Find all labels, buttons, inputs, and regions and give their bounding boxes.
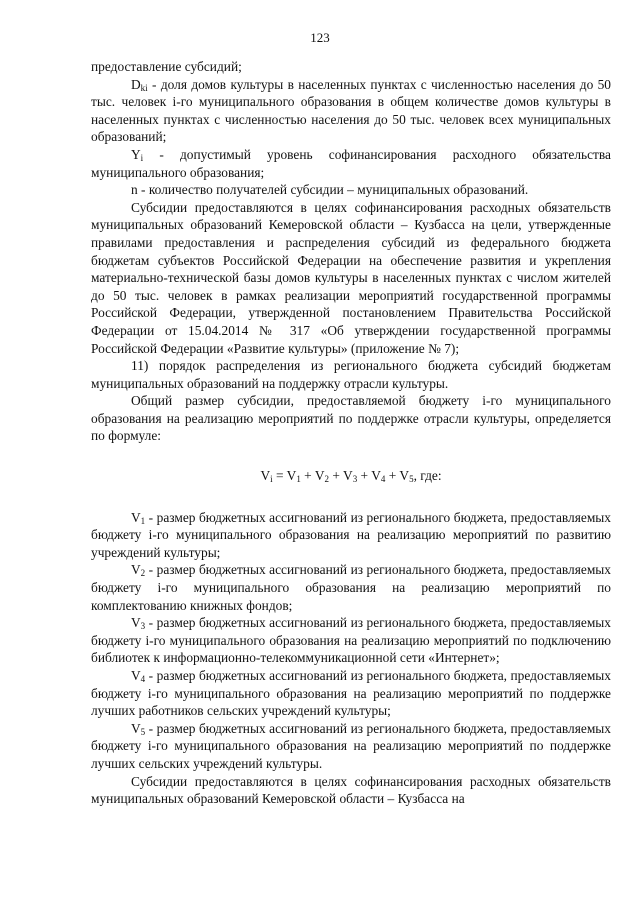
definition-v5 <box>91 720 611 773</box>
definition-v3 <box>91 614 611 667</box>
paragraph-continuation: предоставление субсидий; <box>91 59 242 74</box>
definition-v4 <box>91 667 611 720</box>
symbol-d: D <box>131 76 141 92</box>
definition-text: - доля домов культуры в населенных пунктах с численностью населения до 50 тыс. человек i-го муниципального образования в общем количестве домов культуры в населенных пунктах с численностью населения до 50 тыс. человек всех муниципальных образований; <box>91 76 611 145</box>
symbol-v: V <box>131 615 141 631</box>
formula-sub: 1 <box>296 474 301 485</box>
definition-v1 <box>91 509 611 562</box>
formula-sub: 3 <box>352 474 358 485</box>
formula-sub: 2 <box>324 474 329 485</box>
paragraph-subsidies-continued: Субсидии предоставляются в целях софинансирования расходных обязательств муниципальных образований Кемеровской области – Кузбасса на <box>91 773 611 807</box>
definition-dki <box>91 76 611 146</box>
page-number: 123 <box>310 30 330 45</box>
definition-v2 <box>91 561 611 614</box>
formula-sub: 4 <box>380 474 386 485</box>
subscript: 5 <box>140 726 146 737</box>
formula-term: + V <box>329 468 353 484</box>
document-body <box>91 58 611 808</box>
paragraph-subsidies: Субсидии предоставляются в целях софинансирования расходных обязательств муниципальных образований Кемеровской области – Кузбасса на цели, утвержденные правилами предоставления и распределения субсидий из федерального бюджета бюджетам субъектов Российской Федерации на обеспечение развития и укрепления материально-технической базы домов культуры в населенных пунктах с числом жителей до 50 тыс. человек в рамках реализации мероприятий государственной программы Российской Федерации, утвержденной постановлением Правительства Российской Федерации от 15.04.2014 № 317 «Об утверждении государственной программы Российской Федерации «Развитие культуры» (приложение № 7); <box>91 199 611 356</box>
subscript-ki: ki <box>140 82 148 93</box>
subscript: 3 <box>140 621 146 632</box>
definition-text: - допустимый уровень софинансирования расходного обязательства муниципального образования; <box>91 146 611 180</box>
symbol-v: V <box>131 668 141 683</box>
subscript-i: i <box>140 152 144 163</box>
paragraph-item-11: 11) порядок распределения из регионального бюджета субсидий бюджетам муниципальных образований на поддержку отрасли культуры. <box>91 358 611 391</box>
symbol-v: V <box>131 509 141 525</box>
formula-term: + V <box>300 468 325 484</box>
paragraph-total-subsidy: Общий размер субсидии, предоставляемой бюджету i-го муниципального образования на реализацию мероприятий по поддержке отрасли культуры, определяется по формуле: <box>91 393 611 444</box>
definition-text: - размер бюджетных ассигнований из регионального бюджета, предоставляемых бюджету i-го муниципального образования на реализацию мероприятий по развитию учреждений культуры; <box>91 509 611 560</box>
definition-text: - размер бюджетных ассигнований из регионального бюджета, предоставляемых бюджету i-го муниципального образования на реализацию мероприятий по комплектованию книжных фондов; <box>91 562 611 613</box>
definition-text: - размер бюджетных ассигнований из регионального бюджета, предоставляемых бюджету i-го муниципального образования на реализацию мероприятий по подключению библиотек к информационно-телекоммуникационной сети «Интернет»; <box>91 615 611 666</box>
symbol-v: V <box>131 562 141 578</box>
formula-tail: , где: <box>413 468 442 484</box>
subscript: 2 <box>140 568 146 579</box>
definition-text: - размер бюджетных ассигнований из регионального бюджета, предоставляемых бюджету i-го муниципального образования на реализацию мероприятий по поддержке лучших работников сельских учреждений культуры; <box>91 668 611 719</box>
formula-sub: i <box>270 474 273 485</box>
definition-n: n - количество получателей субсидии – муниципальных образований. <box>131 182 529 198</box>
formula-term: = V <box>272 468 297 484</box>
symbol-y: Y <box>131 146 141 162</box>
definition-text: - размер бюджетных ассигнований из регионального бюджета, предоставляемых бюджету i-го муниципального образования на реализацию мероприятий по поддержке лучших сельских учреждений культуры. <box>91 720 611 771</box>
formula-lhs: V <box>260 468 271 484</box>
formula-term: + V <box>385 468 410 484</box>
symbol-v: V <box>131 720 141 736</box>
subscript: 4 <box>140 674 146 684</box>
formula-term: + V <box>357 468 381 484</box>
formula-sub: 5 <box>409 474 414 485</box>
subscript: 1 <box>140 515 146 526</box>
definition-yi <box>91 146 611 181</box>
formula <box>91 467 611 485</box>
